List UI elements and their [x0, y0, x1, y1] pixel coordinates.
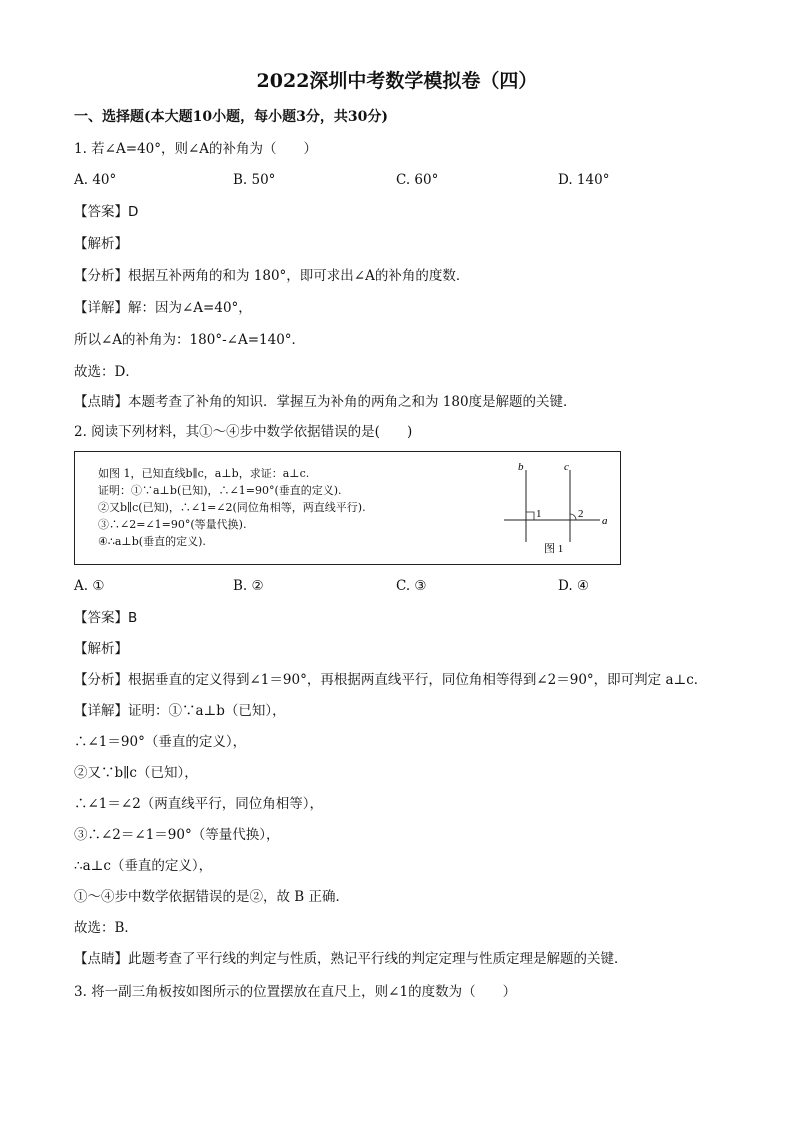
q2-box-line1: 如图 1，已知直线b∥c，a⊥b，求证：a⊥c. — [98, 467, 310, 480]
label-b: b — [518, 461, 524, 473]
q2-step3: ∴∠1＝∠2（两直线平行，同位角相等）， — [74, 796, 324, 812]
q1-stem: 1. 若∠A=40°，则∠A的补角为（ ） — [74, 141, 318, 157]
figure-1 — [498, 458, 618, 562]
q2-detail: 【详解】证明：①∵a⊥b（已知）， — [74, 703, 286, 719]
q1-detail-line2: 所以∠A的补角为：180°-∠A=140°． — [74, 332, 306, 348]
q2-jiexi: 【解析】 — [74, 641, 128, 657]
right-angle-mark-1 — [526, 512, 534, 520]
q1-option-b: B. 50° — [233, 172, 276, 188]
label-angle-2: 2 — [578, 508, 584, 520]
q2-stem: 2. 阅读下列材料，其①～④步中数学依据错误的是( ) — [74, 424, 413, 440]
q2-comment: 【点睛】此题考查了平行线的判定与性质，熟记平行线的判定定理与性质定理是解题的关键． — [74, 951, 628, 967]
q1-option-a: A. 40° — [74, 172, 117, 188]
q2-option-a: A. ① — [74, 578, 105, 594]
q2-step1: ∴∠1＝90°（垂直的定义）， — [74, 734, 247, 750]
q3-stem: 3. 将一副三角板按如图所示的位置摆放在直尺上，则∠1的度数为（ ） — [74, 984, 517, 1000]
q1-comment: 【点睛】本题考查了补角的知识．掌握互为补角的两角之和为 180度是解题的关键． — [74, 394, 577, 410]
q2-step4: ③∴∠2＝∠1＝90°（等量代换）， — [74, 827, 280, 843]
q1-answer: 【答案】D — [74, 204, 139, 220]
q2-box-line3: ②又b∥c(已知)，∴∠1=∠2(同位角相等，两直线平行). — [98, 501, 366, 514]
q1-detail: 【详解】解：因为∠A=40°， — [74, 300, 252, 316]
q1-analysis: 【分析】根据互补两角的和为 180°，即可求出∠A的补角的度数． — [74, 268, 470, 284]
q2-option-b: B. ② — [233, 578, 264, 594]
q2-choose: 故选：B． — [74, 920, 138, 936]
q2-answer: 【答案】B — [74, 610, 138, 626]
q2-step2: ②又∵b∥c（已知）， — [74, 765, 198, 781]
q2-box-line4: ③∴∠2=∠1=90°(等量代换). — [98, 518, 247, 531]
q2-box-line2: 证明：①∵a⊥b(已知)，∴∠1=90°(垂直的定义). — [98, 484, 342, 497]
section-heading: 一、选择题(本大题10小题，每小题3分，共30分) — [74, 109, 388, 125]
q1-choose: 故选：D． — [74, 364, 139, 380]
label-angle-1: 1 — [536, 508, 542, 520]
figure-caption: 图 1 — [544, 543, 564, 555]
label-c: c — [564, 461, 569, 473]
q1-jiexi: 【解析】 — [74, 236, 128, 252]
q2-option-d: D. ④ — [558, 578, 590, 594]
q2-step5: ∴a⊥c（垂直的定义）， — [74, 858, 213, 874]
q2-step6: ①～④步中数学依据错误的是②，故 B 正确． — [74, 889, 350, 905]
q2-analysis: 【分析】根据垂直的定义得到∠1＝90°，再根据两直线平行，同位角相等得到∠2＝90°，即可判定 a⊥c． — [74, 672, 708, 688]
q2-box-line5: ④∴a⊥b(垂直的定义). — [98, 535, 206, 548]
q1-option-d: D. 140° — [558, 172, 610, 188]
q2-option-c: C. ③ — [396, 578, 427, 594]
angle-arc-2 — [570, 514, 576, 520]
page-title: 2022深圳中考数学模拟卷（四） — [256, 70, 538, 92]
q1-option-c: C. 60° — [396, 172, 439, 188]
label-a: a — [602, 515, 608, 527]
